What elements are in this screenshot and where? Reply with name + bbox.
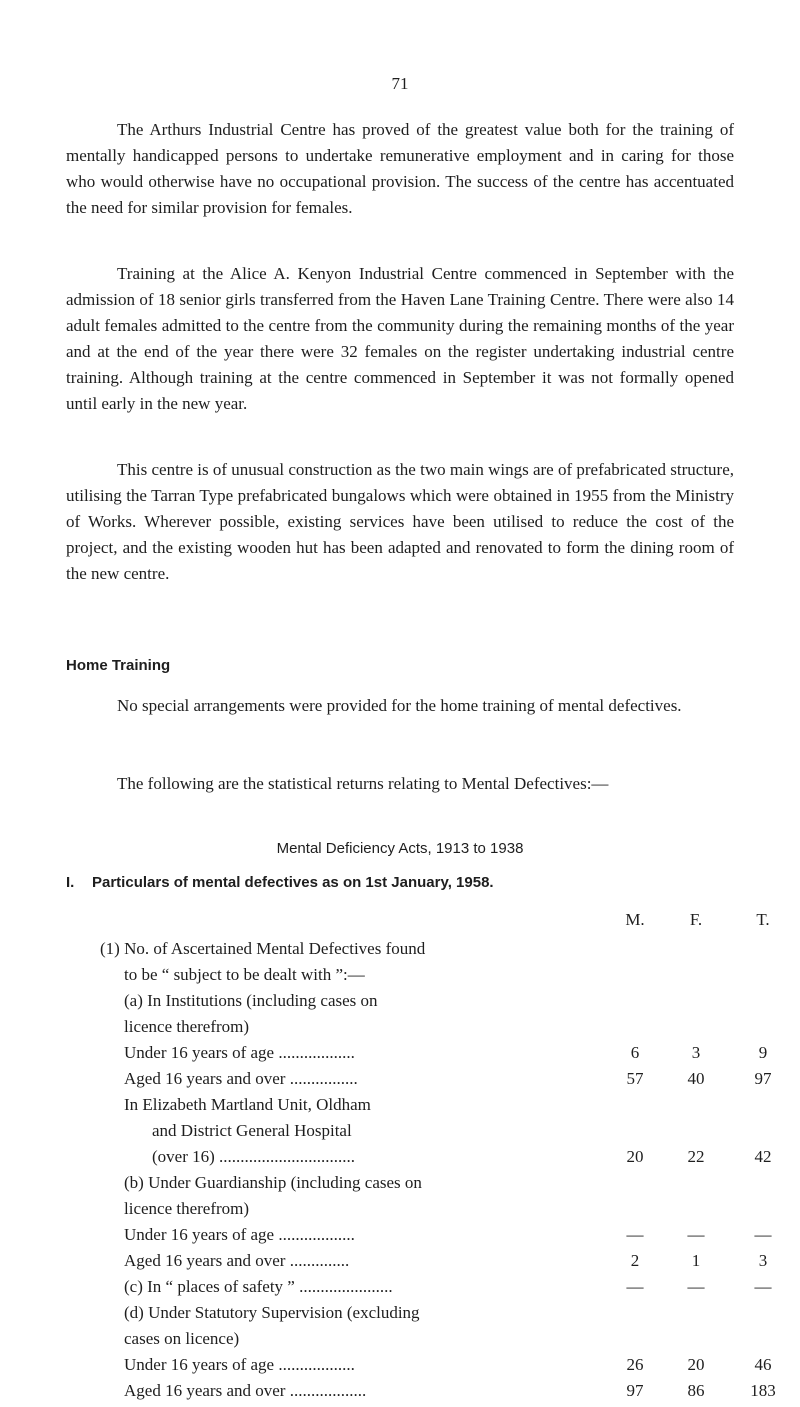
cell-females: 40 xyxy=(687,1069,705,1088)
paragraph-statistical-returns: The following are the statistical returns relating to Mental Defectives:— xyxy=(117,774,609,793)
row-label: licence therefrom) xyxy=(124,1199,250,1218)
row-label: Aged 16 years and over ................ xyxy=(124,1069,358,1088)
row-label: licence therefrom) xyxy=(124,1017,250,1036)
cell-females: 3 xyxy=(691,1043,701,1062)
acts-heading: Mental Deficiency Acts, 1913 to 1938 xyxy=(276,840,524,857)
cell-females: — xyxy=(687,1277,705,1296)
cell-females: 22 xyxy=(687,1147,705,1166)
column-header-total: T. xyxy=(756,910,770,929)
cell-total: 97 xyxy=(754,1069,772,1088)
cell-males: — xyxy=(626,1225,644,1244)
cell-total: 183 xyxy=(750,1381,776,1400)
row-label: Aged 16 years and over .............. xyxy=(124,1251,350,1270)
cell-females: 20 xyxy=(687,1355,705,1374)
row-label: and District General Hospital xyxy=(152,1121,352,1140)
row-label: (b) Under Guardianship (including cases on xyxy=(124,1173,422,1192)
row-label: to be “ subject to be dealt with ”:— xyxy=(124,965,365,984)
paragraph-arthurs-centre: The Arthurs Industrial Centre has proved of the greatest value both for the training of mentally handicapped persons to undertake remunerative employment and in caring for those who would otherwise have no occupational provision. The success of the centre has accentuated the need for similar provision for females. xyxy=(66,120,734,217)
cell-males: 20 xyxy=(626,1147,644,1166)
cell-males: 57 xyxy=(626,1069,644,1088)
row-label: (d) Under Statutory Supervision (excluding xyxy=(124,1303,420,1322)
row-label: (a) In Institutions (including cases on xyxy=(124,991,378,1010)
cell-males: 6 xyxy=(630,1043,640,1062)
cell-females: 86 xyxy=(687,1381,705,1400)
cell-total: — xyxy=(754,1225,772,1244)
row-label: Aged 16 years and over .................. xyxy=(124,1381,367,1400)
cell-males: — xyxy=(626,1277,644,1296)
row-label: (c) In “ places of safety ” ...................... xyxy=(124,1277,393,1296)
row-label: In Elizabeth Martland Unit, Oldham xyxy=(124,1095,371,1114)
row-label: cases on licence) xyxy=(124,1329,240,1348)
row-label: Under 16 years of age .................. xyxy=(124,1225,355,1244)
paragraph-kenyon-centre: Training at the Alice A. Kenyon Industrial Centre commenced in September with the admission of 18 senior girls transferred from the Haven Lane Training Centre. There were also 14 adult females admitted to the centre from the community during the remaining months of the year and at the end of the year there were 32 females on the register undertaking industrial centre training. Although training at the centre commenced in September it was not formally opened until early in the new year. xyxy=(66,264,734,413)
section-heading-home-training: Home Training xyxy=(66,657,171,674)
column-header-females: F. xyxy=(689,910,703,929)
column-header-males: M. xyxy=(625,910,645,929)
cell-total: 42 xyxy=(754,1147,772,1166)
cell-total: 46 xyxy=(754,1355,772,1374)
particulars-title: Particulars of mental defectives as on 1st January, 1958. xyxy=(92,874,494,891)
cell-males: 2 xyxy=(630,1251,640,1270)
cell-females: — xyxy=(687,1225,705,1244)
cell-males: 97 xyxy=(626,1381,644,1400)
cell-total: — xyxy=(754,1277,772,1296)
row-label: (1) No. of Ascertained Mental Defectives found xyxy=(100,939,426,958)
cell-females: 1 xyxy=(691,1251,701,1270)
page-number: 71 xyxy=(391,74,409,93)
row-label: (over 16) ................................ xyxy=(152,1147,356,1166)
section-numeral: I. xyxy=(66,874,75,891)
cell-males: 26 xyxy=(626,1355,644,1374)
paragraph-home-training: No special arrangements were provided for the home training of mental defectives. xyxy=(117,696,682,715)
paragraph-construction: This centre is of unusual construction as the two main wings are of prefabricated structure, utilising the Tarran Type prefabricated bungalows which were obtained in 1955 from the Ministry of Works. Wherever possible, existing services have been utilised to reduce the cost of the project, and the existing wooden hut has been adapted and renovated to form the dining room of the new centre. xyxy=(66,460,734,583)
particulars-heading xyxy=(66,874,494,891)
row-label: Under 16 years of age .................. xyxy=(124,1043,355,1062)
row-label: Under 16 years of age .................. xyxy=(124,1355,355,1374)
cell-total: 9 xyxy=(758,1043,768,1062)
cell-total: 3 xyxy=(758,1251,768,1270)
